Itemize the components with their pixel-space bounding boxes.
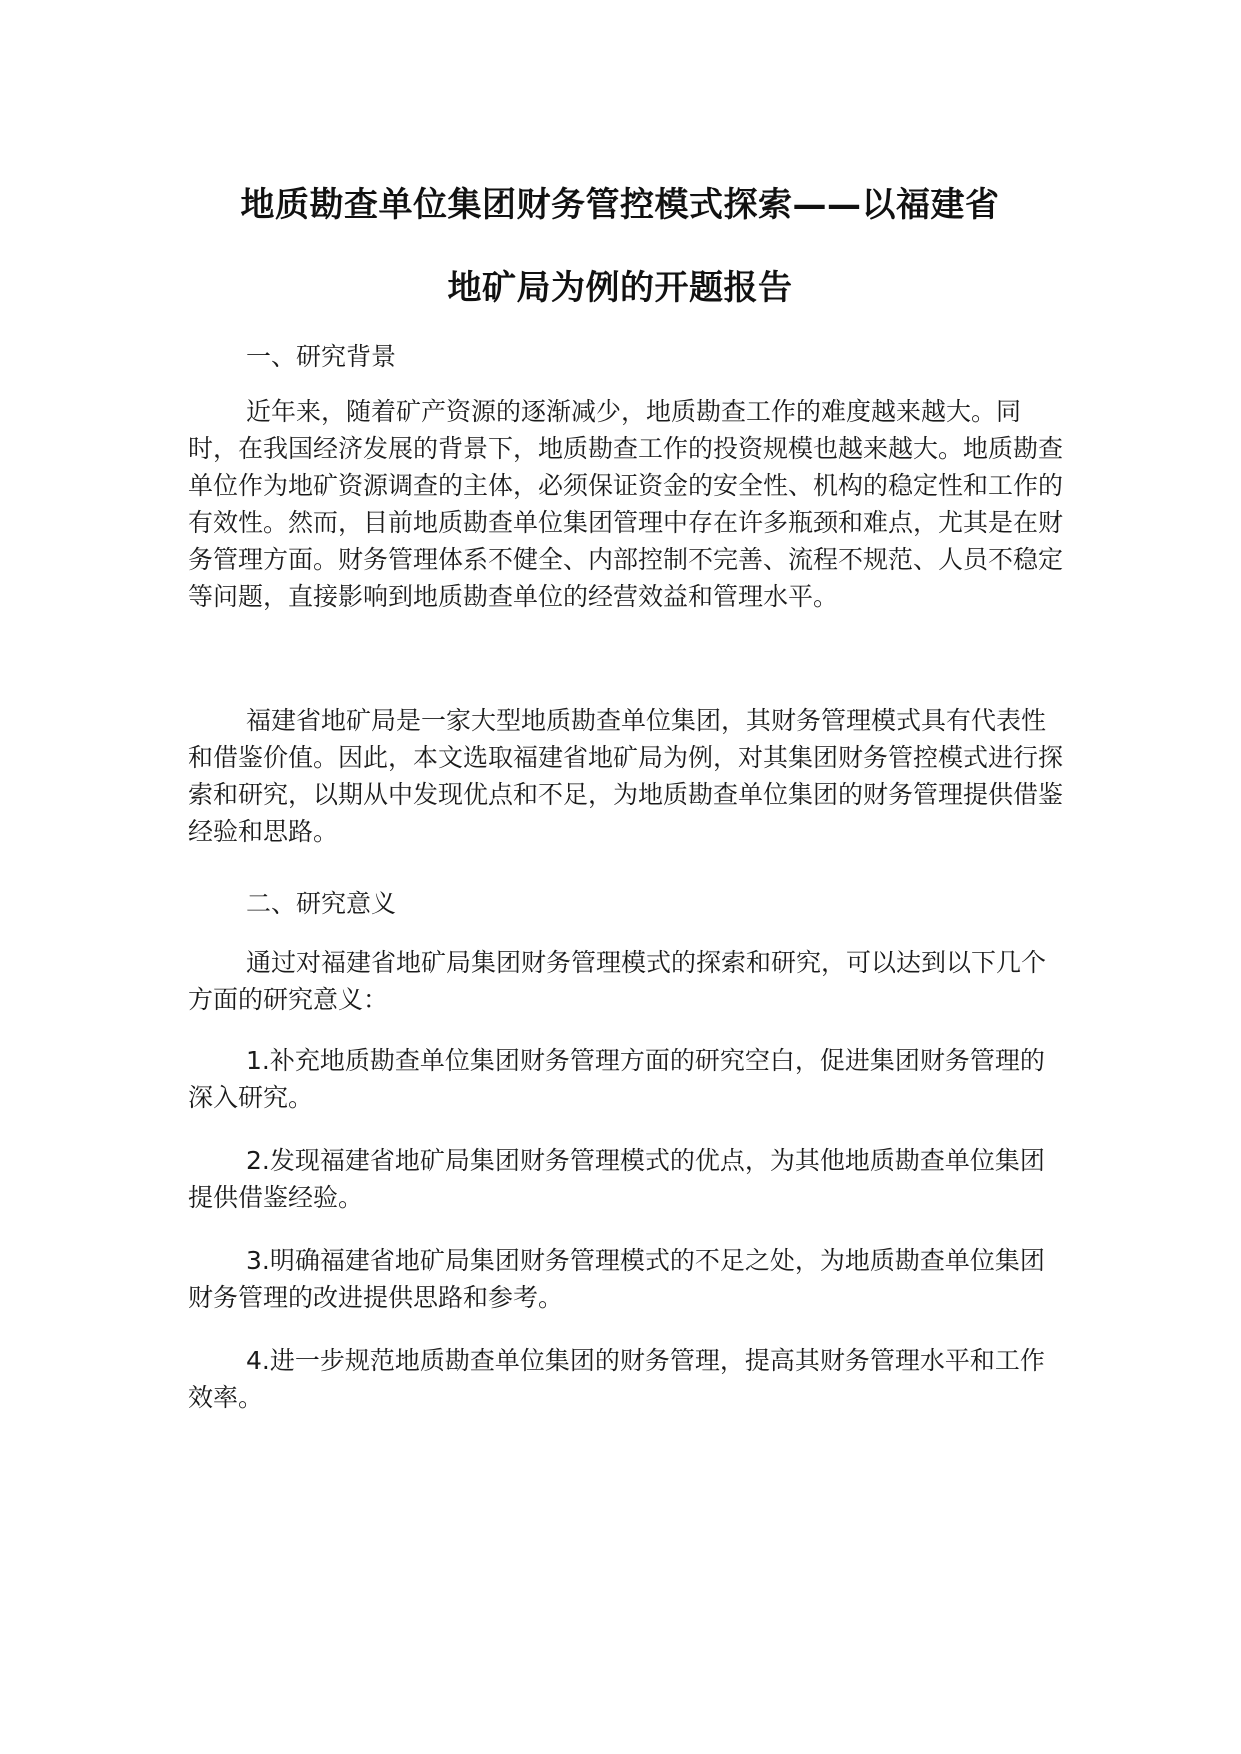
list-item-text: 2.发现福建省地矿局集团财务管理模式的优点，为其他地质勘查单位集团提供借鉴经验。 xyxy=(188,1146,1045,1212)
list-item xyxy=(188,1142,1068,1216)
section-heading-significance: 二、研究意义 xyxy=(246,889,397,918)
list-item-text: 1.补充地质勘查单位集团财务管理方面的研究空白，促进集团财务管理的深入研究。 xyxy=(188,1046,1045,1112)
list-item xyxy=(188,1342,1068,1416)
list-item-text: 4.进一步规范地质勘查单位集团的财务管理，提高其财务管理水平和工作效率。 xyxy=(188,1346,1045,1412)
list-item-text: 3.明确福建省地矿局集团财务管理模式的不足之处，为地质勘查单位集团财务管理的改进提供思路和参考。 xyxy=(188,1246,1045,1312)
list-item xyxy=(188,1242,1068,1316)
paragraph-background-1 xyxy=(188,393,1068,615)
paragraph-text: 通过对福建省地矿局集团财务管理模式的探索和研究，可以达到以下几个方面的研究意义： xyxy=(188,948,1047,1014)
section-heading-background: 一、研究背景 xyxy=(246,342,397,371)
document-title-line-2: 地矿局为例的开题报告 xyxy=(447,268,793,308)
paragraph-text: 近年来，随着矿产资源的逐渐减少，地质勘查工作的难度越来越大。同时，在我国经济发展的背景下，地质勘查工作的投资规模也越来越大。地质勘查单位作为地矿资源调查的主体，必须保证资金的安全性、机构的稳定性和工作的有效性。然而，目前地质勘查单位集团管理中存在许多瓶颈和难点，尤其是在财务管理方面。财务管理体系不健全、内部控制不完善、流程不规范、人员不稳定等问题，直接影响到地质勘查单位的经营效益和管理水平。 xyxy=(188,397,1064,611)
paragraph-background-2 xyxy=(188,702,1068,850)
list-item xyxy=(188,1042,1068,1116)
paragraph-significance-intro xyxy=(188,944,1068,1018)
document-title-line-1: 地质勘查单位集团财务管控模式探索——以福建省 xyxy=(240,185,1000,225)
paragraph-text: 福建省地矿局是一家大型地质勘查单位集团，其财务管理模式具有代表性和借鉴价值。因此，本文选取福建省地矿局为例，对其集团财务管控模式进行探索和研究，以期从中发现优点和不足，为地质勘查单位集团的财务管理提供借鉴经验和思路。 xyxy=(188,706,1064,846)
